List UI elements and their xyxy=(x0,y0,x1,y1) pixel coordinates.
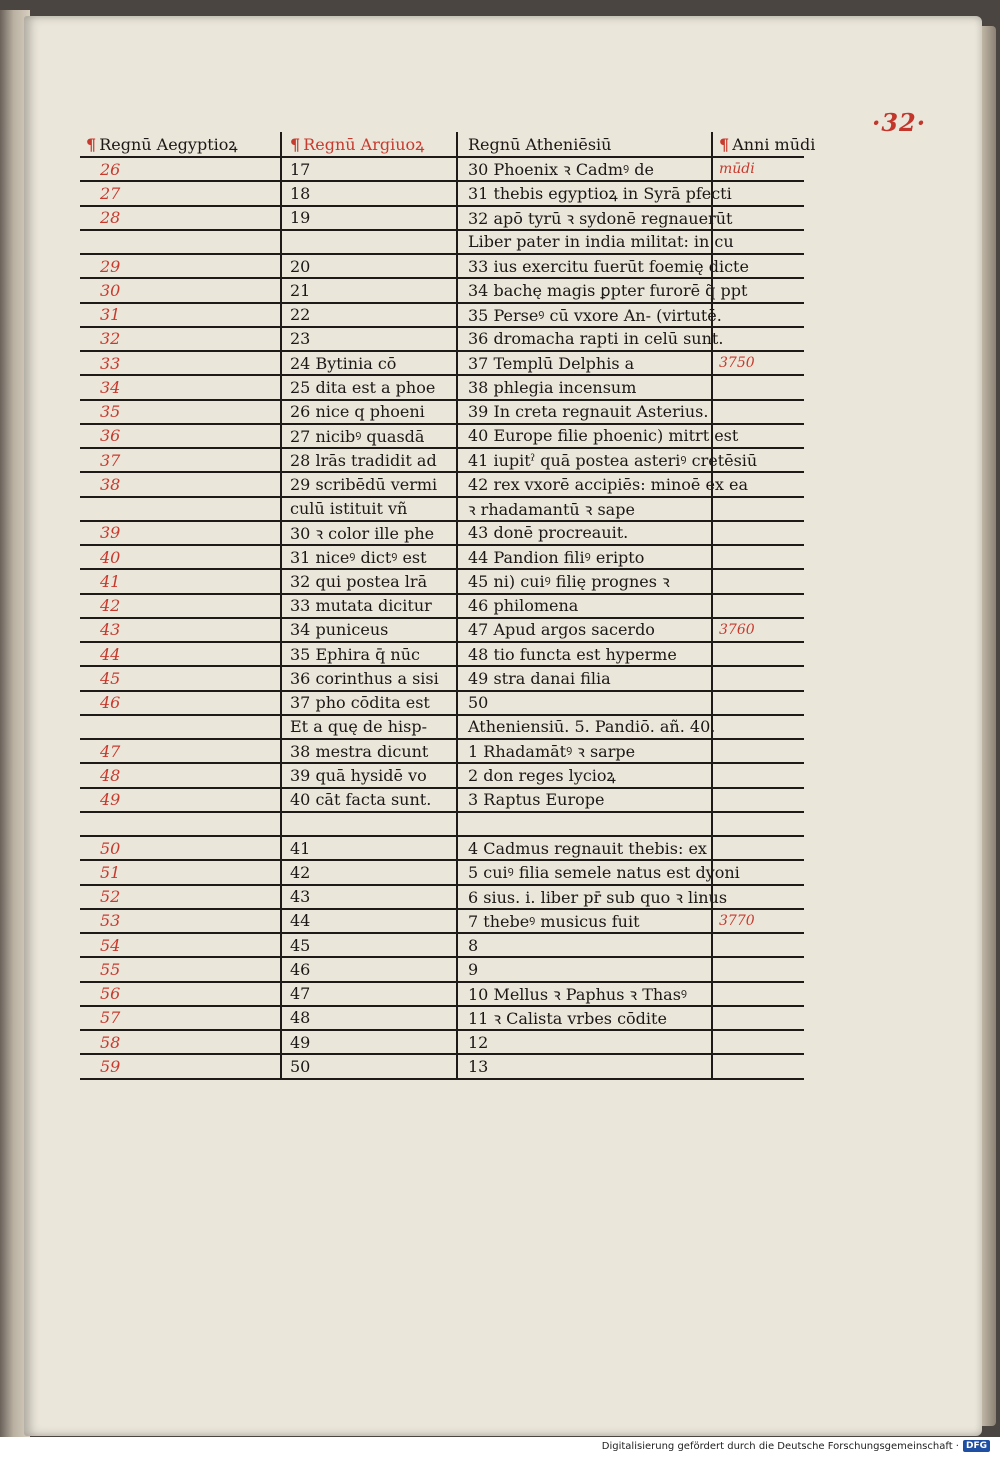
cell-c4 xyxy=(711,716,804,738)
cell-c2: 21 xyxy=(280,279,456,301)
pilcrow-icon: ¶ xyxy=(290,134,301,154)
cell-c2: 45 xyxy=(280,934,456,956)
cell-c2: 25 dita est a phoe xyxy=(280,376,456,398)
cell-c2: 31 niceꝰ dictꝰ est xyxy=(280,546,456,568)
cell-c1: 29 xyxy=(100,256,121,276)
table-row xyxy=(80,716,804,740)
cell-c4 xyxy=(711,958,804,980)
cell-c3 xyxy=(456,813,711,835)
table-row xyxy=(80,643,804,667)
cell-c3: 7 thebeꝰ musicus fuit xyxy=(456,910,711,932)
table-row xyxy=(80,498,804,522)
cell-c2: 29 scribēdū vermi xyxy=(280,473,456,495)
cell-c2: 47 xyxy=(280,983,456,1005)
cell-c2: 28 lrās tradidit ad xyxy=(280,449,456,471)
table-row xyxy=(80,1007,804,1031)
cell-c3: 32 apō tyrū ꝛ sydonē regnauerūt xyxy=(456,207,711,229)
table-row xyxy=(80,692,804,716)
cell-c2: 37 pho cōdita est xyxy=(280,692,456,714)
cell-c1: 57 xyxy=(100,1008,121,1028)
table-row xyxy=(80,667,804,691)
cell-c3: 36 dromacha rapti in celū sunt. xyxy=(456,328,711,350)
pilcrow-icon: ¶ xyxy=(86,134,97,154)
cell-c2: 39 quā hysidē vo xyxy=(280,764,456,786)
cell-c1: 53 xyxy=(100,911,121,931)
header-argos: ¶ Regnū Argiuoꝝ xyxy=(280,132,456,156)
cell-c3: 6 sius. i. liber pr̄ sub quo ꝛ linus xyxy=(456,886,711,908)
cell-c2: 42 xyxy=(280,861,456,883)
cell-c2: 34 puniceus xyxy=(280,619,456,641)
cell-c2: 32 qui postea lrā xyxy=(280,570,456,592)
cell-c3: 39 In creta regnauit Asterius. xyxy=(456,401,711,423)
cell-c4 xyxy=(711,279,804,301)
cell-c3: 12 xyxy=(456,1031,711,1053)
cell-c2: 44 xyxy=(280,910,456,932)
cell-c3: 46 philomena xyxy=(456,595,711,617)
cell-c4 xyxy=(711,425,804,447)
table-row xyxy=(80,619,804,643)
cell-c1: 34 xyxy=(100,377,121,397)
cell-c3: 13 xyxy=(456,1055,711,1077)
cell-c2: 36 corinthus a sisi xyxy=(280,667,456,689)
table-row xyxy=(80,376,804,400)
cell-c4 xyxy=(711,764,804,786)
table-row xyxy=(80,910,804,934)
table-row xyxy=(80,837,804,861)
cell-c3: 48 tio functa est hyperme xyxy=(456,643,711,665)
cell-c4 xyxy=(711,522,804,544)
cell-c3: 30 Phoenix ꝛ Cadmꝰ de xyxy=(456,158,711,180)
cell-c4 xyxy=(711,328,804,350)
cell-c4: mūdi xyxy=(711,158,804,180)
table-row xyxy=(80,764,804,788)
table-row xyxy=(80,934,804,958)
cell-c4 xyxy=(711,643,804,665)
cell-c4 xyxy=(711,595,804,617)
cell-c4 xyxy=(711,498,804,520)
table-row xyxy=(80,522,804,546)
cell-c1: 32 xyxy=(100,329,121,349)
cell-c1 xyxy=(80,231,280,253)
cell-c3: 44 Pandion filiꝰ eripto xyxy=(456,546,711,568)
cell-c2: 40 cāt facta sunt. xyxy=(280,789,456,811)
cell-c2: 24 Bytinia cō xyxy=(280,352,456,374)
cell-c2 xyxy=(280,231,456,253)
cell-c4 xyxy=(711,667,804,689)
table-row xyxy=(80,352,804,376)
cell-c1 xyxy=(80,716,280,738)
cell-c1: 51 xyxy=(100,862,121,882)
cell-c2: Et a quę de hisp- xyxy=(280,716,456,738)
cell-c1: 59 xyxy=(100,1056,121,1076)
cell-c2: 50 xyxy=(280,1055,456,1077)
folio-number: ·32· xyxy=(872,108,927,137)
cell-c4 xyxy=(711,789,804,811)
table-row xyxy=(80,958,804,982)
cell-c1: 41 xyxy=(100,571,121,591)
cell-c3: ꝛ rhadamantū ꝛ sape xyxy=(456,498,711,520)
cell-c3: 33 ius exercitu fuerūt foemię dicte xyxy=(456,255,711,277)
cell-c3: 11 ꝛ Calista vrbes cōdite xyxy=(456,1007,711,1029)
table-row xyxy=(80,279,804,303)
cell-c1: 48 xyxy=(100,765,121,785)
cell-c2: 23 xyxy=(280,328,456,350)
cell-c4 xyxy=(711,983,804,1005)
cell-c1: 54 xyxy=(100,935,121,955)
table-row xyxy=(80,1031,804,1055)
table-row xyxy=(80,158,804,182)
table-row xyxy=(80,425,804,449)
table-row xyxy=(80,182,804,206)
table-row xyxy=(80,449,804,473)
table-row xyxy=(80,570,804,594)
cell-c3: 40 Europe filie phoenic) mitrt est xyxy=(456,425,711,447)
cell-c1: 47 xyxy=(100,741,121,761)
cell-c3: 8 xyxy=(456,934,711,956)
table-row xyxy=(80,789,804,813)
cell-c1 xyxy=(80,498,280,520)
cell-c2: 46 xyxy=(280,958,456,980)
table-row xyxy=(80,740,804,764)
cell-c3: 4 Cadmus regnauit thebis: ex xyxy=(456,837,711,859)
cell-c1 xyxy=(80,813,280,835)
cell-c4 xyxy=(711,231,804,253)
cell-c1: 38 xyxy=(100,474,121,494)
cell-c2: culū istituit vñ xyxy=(280,498,456,520)
cell-c2: 20 xyxy=(280,255,456,277)
cell-c2: 33 mutata dicitur xyxy=(280,595,456,617)
cell-c3: Liber pater in india militat: in cu xyxy=(456,231,711,253)
cell-c4 xyxy=(711,861,804,883)
cell-c4 xyxy=(711,182,804,204)
cell-c4: 3760 xyxy=(711,619,804,641)
table-row xyxy=(80,231,804,255)
header-egypt: ¶ Regnū Aegyptioꝝ xyxy=(86,134,238,154)
table-row xyxy=(80,1055,804,1079)
cell-c1: 49 xyxy=(100,790,121,810)
chronicle-table xyxy=(80,132,816,1080)
cell-c1: 50 xyxy=(100,838,121,858)
cell-c1: 30 xyxy=(100,280,121,300)
cell-c4 xyxy=(711,740,804,762)
cell-c1: 44 xyxy=(100,644,121,664)
cell-c3: 43 donē procreauit. xyxy=(456,522,711,544)
table-row xyxy=(80,546,804,570)
cell-c3: 49 stra danai filia xyxy=(456,667,711,689)
cell-c3: 41 iupitˀ quā postea asteriꝰ cretēsiū xyxy=(456,449,711,471)
cell-c1: 52 xyxy=(100,887,121,907)
table-row xyxy=(80,983,804,1007)
cell-c1: 27 xyxy=(100,183,121,203)
cell-c2: 27 nicibꝰ quasdā xyxy=(280,425,456,447)
cell-c1: 43 xyxy=(100,620,121,640)
cell-c2: 38 mestra dicunt xyxy=(280,740,456,762)
cell-c3: 3 Raptus Europe xyxy=(456,789,711,811)
cell-c3: 47 Apud argos sacerdo xyxy=(456,619,711,641)
cell-c3: 45 ni) cuiꝰ filię prognes ꝛ xyxy=(456,570,711,592)
cell-c4 xyxy=(711,255,804,277)
cell-c4: 3770 xyxy=(711,910,804,932)
cell-c2: 18 xyxy=(280,182,456,204)
cell-c3: 34 bachę magis ꝑpter furorē q̃ ppt xyxy=(456,279,711,301)
cell-c1: 58 xyxy=(100,1032,121,1052)
cell-c3: 50 xyxy=(456,692,711,714)
cell-c1: 26 xyxy=(100,159,121,179)
cell-c4 xyxy=(711,401,804,423)
table-row xyxy=(80,861,804,885)
table-row xyxy=(80,207,804,231)
cell-c1: 31 xyxy=(100,305,121,325)
cell-c4 xyxy=(711,886,804,908)
dfg-logo: DFG xyxy=(963,1440,990,1452)
table-row xyxy=(80,473,804,497)
cell-c2: 22 xyxy=(280,304,456,326)
cell-c2: 35 Ephira q̄ nūc xyxy=(280,643,456,665)
digitization-credit: Digitalisierung gefördert durch die Deutsche Forschungsgemeinschaft · DFG xyxy=(602,1440,990,1452)
cell-c4 xyxy=(711,1055,804,1077)
cell-c3: 31 thebis egyptioꝝ in Syrā pfecti xyxy=(456,182,711,204)
cell-c3: Atheniensiū. 5. Pandiō. añ. 40. xyxy=(456,716,711,738)
cell-c1: 39 xyxy=(100,523,121,543)
cell-c2: 26 nice q phoeni xyxy=(280,401,456,423)
cell-c2: 41 xyxy=(280,837,456,859)
cell-c4 xyxy=(711,449,804,471)
header-athens: Regnū Atheniēsiū xyxy=(456,132,711,156)
cell-c4 xyxy=(711,1031,804,1053)
cell-c1: 33 xyxy=(100,353,121,373)
cell-c2: 19 xyxy=(280,207,456,229)
cell-c3: 9 xyxy=(456,958,711,980)
table-row xyxy=(80,304,804,328)
table-row xyxy=(80,328,804,352)
cell-c4 xyxy=(711,304,804,326)
cell-c1: 45 xyxy=(100,668,121,688)
cell-c1: 42 xyxy=(100,596,121,616)
page-stack-edge xyxy=(982,26,996,1426)
cell-c2: 30 ꝛ color ille phe xyxy=(280,522,456,544)
cell-c1: 28 xyxy=(100,208,121,228)
pilcrow-icon: ¶ xyxy=(719,134,730,154)
cell-c3: 38 phlegia incensum xyxy=(456,376,711,398)
cell-c1: 55 xyxy=(100,959,121,979)
table-header xyxy=(80,132,816,158)
cell-c4 xyxy=(711,934,804,956)
cell-c2: 17 xyxy=(280,158,456,180)
table-row xyxy=(80,813,804,837)
cell-c2: 48 xyxy=(280,1007,456,1029)
cell-c1: 46 xyxy=(100,693,121,713)
cell-c4 xyxy=(711,207,804,229)
cell-c4 xyxy=(711,692,804,714)
cell-c4 xyxy=(711,376,804,398)
table-row xyxy=(80,401,804,425)
cell-c2: 49 xyxy=(280,1031,456,1053)
cell-c1: 56 xyxy=(100,984,121,1004)
cell-c4 xyxy=(711,473,804,495)
cell-c4 xyxy=(711,1007,804,1029)
cell-c4: 3750 xyxy=(711,352,804,374)
cell-c2: 43 xyxy=(280,886,456,908)
cell-c3: 10 Mellus ꝛ Paphus ꝛ Thasꝰ xyxy=(456,983,711,1005)
cell-c4 xyxy=(711,570,804,592)
table-row xyxy=(80,595,804,619)
cell-c3: 42 rex vxorē accipiēs: minoē ex ea xyxy=(456,473,711,495)
table-row xyxy=(80,255,804,279)
header-anni-mundi: ¶ Anni mūdi xyxy=(711,132,804,156)
cell-c3: 37 Templū Delphis a xyxy=(456,352,711,374)
cell-c1: 40 xyxy=(100,547,121,567)
cell-c3: 35 Perseꝰ cū vxore An- (virtutē. xyxy=(456,304,711,326)
cell-c2 xyxy=(280,813,456,835)
cell-c1: 36 xyxy=(100,426,121,446)
table-row xyxy=(80,886,804,910)
cell-c4 xyxy=(711,837,804,859)
cell-c4 xyxy=(711,546,804,568)
cell-c1: 37 xyxy=(100,450,121,470)
cell-c3: 1 Rhadamātꝰ ꝛ sarpe xyxy=(456,740,711,762)
cell-c4 xyxy=(711,813,804,835)
cell-c3: 5 cuiꝰ filia semele natus est dyoni xyxy=(456,861,711,883)
cell-c1: 35 xyxy=(100,402,121,422)
cell-c3: 2 don reges lycioꝝ xyxy=(456,764,711,786)
